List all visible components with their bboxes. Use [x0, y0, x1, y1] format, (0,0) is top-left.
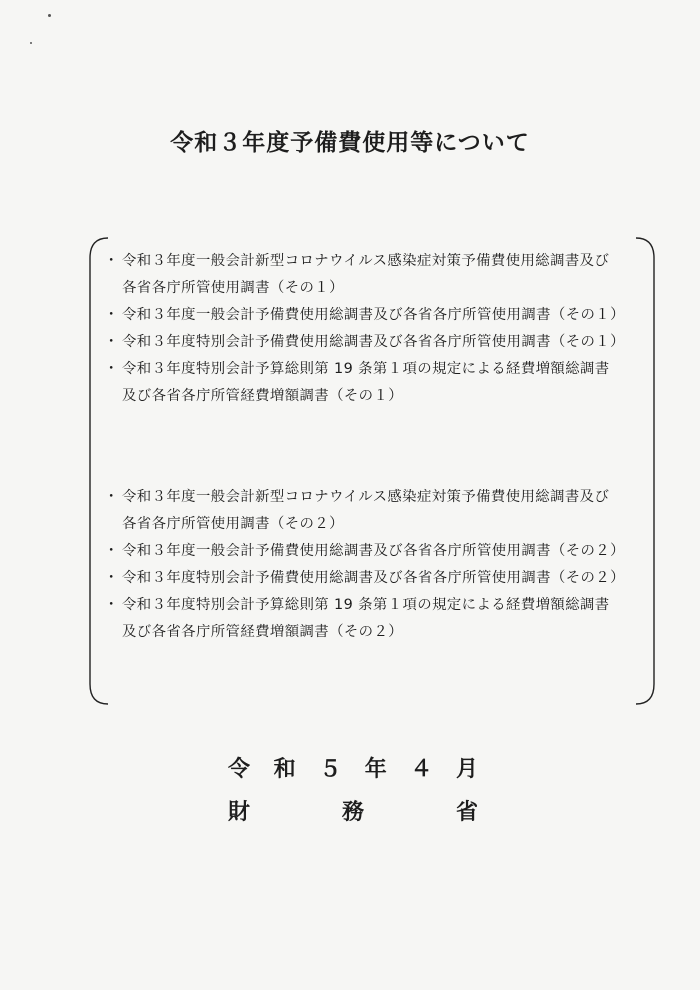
list-item-text: 令和３年度特別会計予備費使用総調書及び各省各庁所管使用調書（その１）: [122, 334, 625, 350]
ministry-char: 務: [341, 800, 364, 825]
document-list-group-1: [104, 248, 624, 410]
list-item: [104, 302, 624, 329]
list-item-text: 令和３年度一般会計新型コロナウイルス感染症対策予備費使用総調書及び各省各庁所管使用調書（その２）: [122, 489, 610, 532]
list-item: [104, 248, 624, 302]
scan-speck: [48, 14, 51, 17]
list-item: [104, 592, 624, 646]
ministry-char: 財: [228, 800, 251, 825]
date-char: ５: [319, 757, 342, 782]
ministry-char: 省: [455, 800, 478, 825]
list-item: [104, 565, 624, 592]
list-item-text: 令和３年度一般会計予備費使用総調書及び各省各庁所管使用調書（その１）: [122, 307, 625, 323]
date-char: 月: [455, 757, 478, 782]
list-item: [104, 356, 624, 410]
bullet: ・: [104, 253, 119, 269]
list-item: [104, 538, 624, 565]
date-char: 和: [273, 757, 296, 782]
date-char: ４: [410, 757, 433, 782]
bullet: ・: [104, 543, 119, 559]
list-item-text: 令和３年度特別会計予算総則第 19 条第１項の規定による経費増額総調書及び各省各庁所管経費増額調書（その１）: [122, 361, 610, 404]
list-item-text: 令和３年度特別会計予備費使用総調書及び各省各庁所管使用調書（その２）: [122, 570, 625, 586]
footer-date: [228, 752, 478, 783]
list-item-text: 令和３年度一般会計予備費使用総調書及び各省各庁所管使用調書（その２）: [122, 543, 625, 559]
bullet: ・: [104, 570, 119, 586]
list-item-text: 令和３年度特別会計予算総則第 19 条第１項の規定による経費増額総調書及び各省各庁所管経費増額調書（その２）: [122, 597, 610, 640]
document-list-group-2: [104, 484, 624, 646]
bullet: ・: [104, 334, 119, 350]
date-char: 令: [228, 757, 251, 782]
scan-speck: [30, 42, 32, 44]
bullet: ・: [104, 361, 119, 377]
bullet: ・: [104, 597, 119, 613]
date-char: 年: [364, 757, 387, 782]
bullet: ・: [104, 489, 119, 505]
list-item-text: 令和３年度一般会計新型コロナウイルス感染症対策予備費使用総調書及び各省各庁所管使用調書（その１）: [122, 253, 610, 296]
list-item: [104, 484, 624, 538]
bullet: ・: [104, 307, 119, 323]
list-item: [104, 329, 624, 356]
page-title: 令和３年度予備費使用等について: [170, 130, 530, 156]
footer-ministry: [228, 795, 478, 826]
